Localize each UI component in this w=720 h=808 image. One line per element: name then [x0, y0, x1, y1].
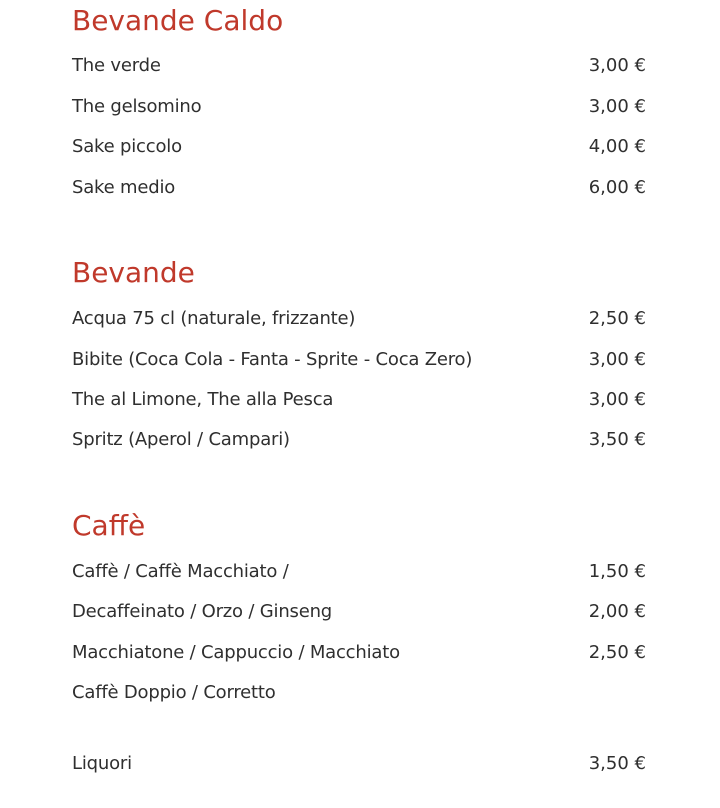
item-name: The al Limone, The alla Pesca	[72, 389, 334, 410]
item-price: 4,00 €	[588, 136, 646, 157]
item-name: Spritz (Aperol / Campari)	[72, 429, 290, 450]
item-name: The gelsomino	[72, 96, 202, 117]
menu-item	[72, 346, 646, 374]
menu-item	[72, 305, 646, 333]
item-price: 3,50 €	[588, 753, 646, 774]
section-title-bevande-caldo: Bevande Caldo	[72, 4, 284, 37]
item-name: Liquori	[72, 753, 132, 774]
item-name: Sake medio	[72, 177, 176, 198]
menu-item	[72, 426, 646, 454]
item-price: 6,00 €	[588, 177, 646, 198]
menu-item	[72, 639, 646, 667]
item-price: 2,50 €	[588, 308, 646, 329]
item-name: Bibite (Coca Cola - Fanta - Sprite - Coca Zero)	[72, 349, 473, 370]
item-price: 2,50 €	[588, 642, 646, 663]
item-price: 1,50 €	[588, 561, 646, 582]
menu-item	[72, 52, 646, 80]
menu-item	[72, 386, 646, 414]
item-name: The verde	[72, 55, 161, 76]
menu-item	[72, 679, 646, 707]
section-title-bevande: Bevande	[72, 256, 195, 289]
item-price: 3,00 €	[588, 55, 646, 76]
item-name: Macchiatone / Cappuccio / Macchiato	[72, 642, 400, 663]
menu-item	[72, 133, 646, 161]
section-title-caffe: Caffè	[72, 509, 146, 542]
item-name: Decaffeinato / Orzo / Ginseng	[72, 601, 333, 622]
menu-item	[72, 750, 646, 778]
menu-item	[72, 93, 646, 121]
item-price: 3,00 €	[588, 96, 646, 117]
item-price: 3,00 €	[588, 349, 646, 370]
item-price: 3,00 €	[588, 389, 646, 410]
item-name: Acqua 75 cl (naturale, frizzante)	[72, 308, 356, 329]
item-name: Sake piccolo	[72, 136, 182, 157]
menu-item	[72, 598, 646, 626]
menu-item	[72, 174, 646, 202]
item-name: Caffè Doppio / Corretto	[72, 682, 276, 703]
item-name: Caffè / Caffè Macchiato /	[72, 561, 289, 582]
item-price: 3,50 €	[588, 429, 646, 450]
menu-item	[72, 558, 646, 586]
item-price: 2,00 €	[588, 601, 646, 622]
